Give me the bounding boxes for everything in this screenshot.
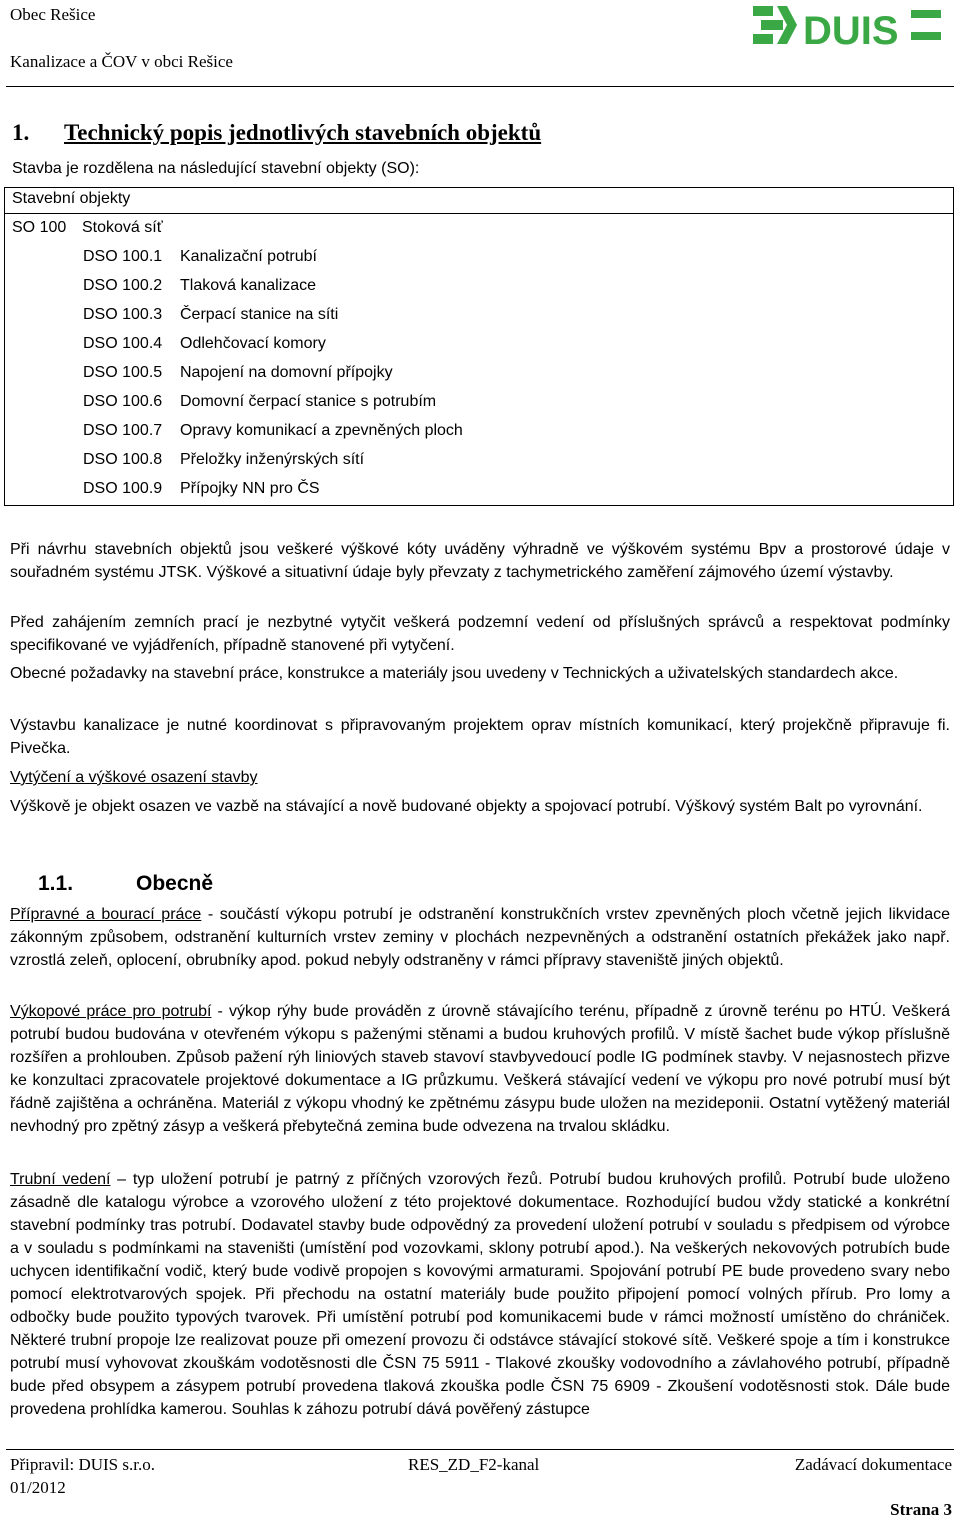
subsection-heading: [38, 872, 213, 896]
duis-logo: [753, 2, 948, 54]
list-item: [83, 277, 316, 295]
dso-code: DSO 100.2: [83, 277, 163, 294]
paragraph-preparatory-works: [10, 903, 950, 972]
dso-code: DSO 100.3: [83, 306, 163, 323]
term-text: – typ uložení potrubí je patrný z příčných vzorových řezů. Potrubí budou kruhových profilů. Potrubí bude uloženo zásadně dle katalogu výrobce a vzorového uložení z této projektové dokumentace. Rozhodující budou vždy statické a konkrétní stavební podmínky tras potrubí. Dodavatel stavby bude odpovědný za provedení uložení potrubí v souladu s předpisem od výrobce a v souladu s podmínkami na staveništi (umístění pod vozovkami, sklony potrubí apod.). Na veškerých nekovových potrubích bude uchycen identifikační vodič, který bude vodivě propojen s kovovými armaturami. Spojování potrubí PE bude provedeno svary nebo pomocí elektrotvarových spojek. Při přechodu na ostatní materiály bude použito připojení pomocí volných přírub. Pro lomy a odbočky bude použito typových tvarovek. Při umístění potrubí pod komunikacemi bude v rámci možností umístěno do chrániček. Některé trubní propoje lze realizovat pouze při omezení provozu či odstávce stávající stokové sítě. Veškeré spoje a tím i konstrukce potrubí musí vyhovovat zkouškám vodotěsnosti dle ČSN 75 5911 - Tlakové zkoušky vodovodního a závlahového potrubí, případně bude před obsypem a zásypem potrubí provedena tlaková zkouška podle ČSN 75 6909 - Zkoušení vodotěsnosti stok. Dále bude provedena prohlídka kamerou. Souhlas k záhozu potrubí dává pověřený zástupce: [10, 1171, 950, 1418]
footer-date: 01/2012: [10, 1478, 66, 1497]
subheading-setting-out: Vytýčení a výškové osazení stavby: [10, 769, 258, 786]
list-item: [83, 306, 338, 324]
footer-divider: [6, 1449, 954, 1450]
section-number: 1.: [12, 120, 30, 145]
dso-code: DSO 100.5: [83, 364, 163, 381]
list-item: [83, 364, 393, 382]
section-heading: [12, 120, 541, 146]
dso-name: Odlehčovací komory: [180, 335, 326, 352]
so-row: [12, 219, 163, 237]
page-number: Strana 3: [890, 1500, 952, 1519]
dso-name: Čerpací stanice na síti: [180, 306, 339, 323]
logo-text: DUIS: [803, 9, 899, 53]
list-item: [83, 248, 317, 266]
paragraph-requirements: Obecné požadavky na stavební práce, konstrukce a materiály jsou uvedeny v Technických a uživatelských standardech akce.: [10, 665, 899, 682]
objects-table: [4, 187, 954, 506]
section-title: Technický popis jednotlivých stavebních objektů: [64, 120, 542, 145]
so-code: SO 100: [12, 219, 67, 236]
dso-name: Přeložky inženýrských sítí: [180, 451, 365, 468]
dso-code: DSO 100.6: [83, 393, 163, 410]
table-divider: [5, 213, 953, 214]
header-project-title: Kanalizace a ČOV v obci Rešice: [10, 52, 233, 71]
section-intro: Stavba je rozdělena na následující stavební objekty (SO):: [12, 160, 420, 177]
term-label: Přípravné a bourací práce: [10, 906, 202, 923]
dso-name: Domovní čerpací stanice s potrubím: [180, 393, 437, 410]
paragraph-utilities: Před zahájením zemních prací je nezbytné vytyčit veškerá podzemní vedení od příslušných správců a respektovat podmínky specifikované ve vyjádřeních, případně stanovené při vytyčení.: [10, 614, 950, 654]
list-item: [83, 393, 436, 411]
term-text: - výkop rýhy bude prováděn z úrovně stávajícího terénu, případně z úrovně terénu po HTÚ. Veškerá potrubí budou budována v otevřeném výkopu s paženými stěnami a budou kruhových profilů. V místě šachet bude výkop příslušně rozšířen a prohlouben. Způsob pažení rýh liniových staveb stavoví stavbyvedoucí podle IG podmínek stavby. V nejasnostech přizve ke konzultaci zpracovatele projektové dokumentace a IG průzkumu. Veškerá stávající vedení ve výkopu pro nové potrubí musí být řádně zajištěna a ochráněna. Materiál z výkopu vhodný ke zpětnému zásypu bude uložen na mezideponii. Ostatní vytěžený materiál nevhodný pro zpětný zásyp a veškerá přebytečná zemina bude odvezena na trvalou skládku.: [10, 1003, 950, 1135]
paragraph-coordination: Výstavbu kanalizace je nutné koordinovat s připravovaným projektem oprav místních komunikací, který projekčně připravuje fi. Pivečka.: [10, 717, 950, 757]
dso-name: Přípojky NN pro ČS: [180, 480, 320, 497]
dso-code: DSO 100.7: [83, 422, 163, 439]
paragraph-excavation: [10, 1000, 950, 1138]
dso-code: DSO 100.1: [83, 248, 163, 265]
dso-name: Opravy komunikací a zpevněných ploch: [180, 422, 463, 439]
term-text: - součástí výkopu potrubí je odstranění konstrukčních vrstev zpevněných ploch včetně jejich likvidace zákonným způsobem, odstranění kulturních vrstev zeminy v plochách nezpevněných a odstranění ostatních překážek jako např. vzrostlá zeleň, oplocení, obrubníky apod. pokud nebyly odstraněny v rámci přípravy staveniště jiných objektů.: [10, 906, 950, 969]
footer-prepared-by: Připravil: DUIS s.r.o.: [10, 1455, 155, 1474]
dso-code: DSO 100.9: [83, 480, 163, 497]
dso-name: Kanalizační potrubí: [180, 248, 317, 265]
so-name: Stoková síť: [82, 219, 163, 236]
subsection-title: Obecně: [136, 872, 214, 895]
list-item: [83, 451, 364, 469]
header-municipality: Obec Rešice: [10, 5, 96, 24]
paragraph-setting-out: Výškově je objekt osazen ve vazbě na stávající a nově budované objekty a spojovací potrubí. Výškový systém Balt po vyrovnání.: [10, 798, 923, 815]
footer-doc-type: Zadávací dokumentace: [794, 1455, 952, 1474]
dso-code: DSO 100.8: [83, 451, 163, 468]
duis-logo-icon: [753, 2, 948, 54]
term-label: Trubní vedení: [10, 1171, 111, 1188]
header-divider: [6, 86, 954, 87]
paragraph-pipelines: [10, 1168, 950, 1421]
list-item: [83, 422, 463, 440]
subsection-number: 1.1.: [38, 872, 74, 895]
dso-name: Napojení na domovní přípojky: [180, 364, 393, 381]
list-item: [83, 335, 326, 353]
dso-name: Tlaková kanalizace: [180, 277, 317, 294]
footer-doc-code: RES_ZD_F2-kanal: [408, 1455, 540, 1474]
paragraph-height-system: Při návrhu stavebních objektů jsou veškeré výškové kóty uváděny výhradně ve výškovém systému Bpv a prostorové údaje v souřadném systému JTSK. Výškové a situativní údaje byly převzaty z tachymetrického zaměření zájmového území výstavby.: [10, 541, 950, 581]
dso-code: DSO 100.4: [83, 335, 163, 352]
term-label: Výkopové práce pro potrubí: [10, 1003, 212, 1020]
objects-table-heading: Stavební objekty: [12, 190, 131, 207]
list-item: [83, 480, 320, 498]
